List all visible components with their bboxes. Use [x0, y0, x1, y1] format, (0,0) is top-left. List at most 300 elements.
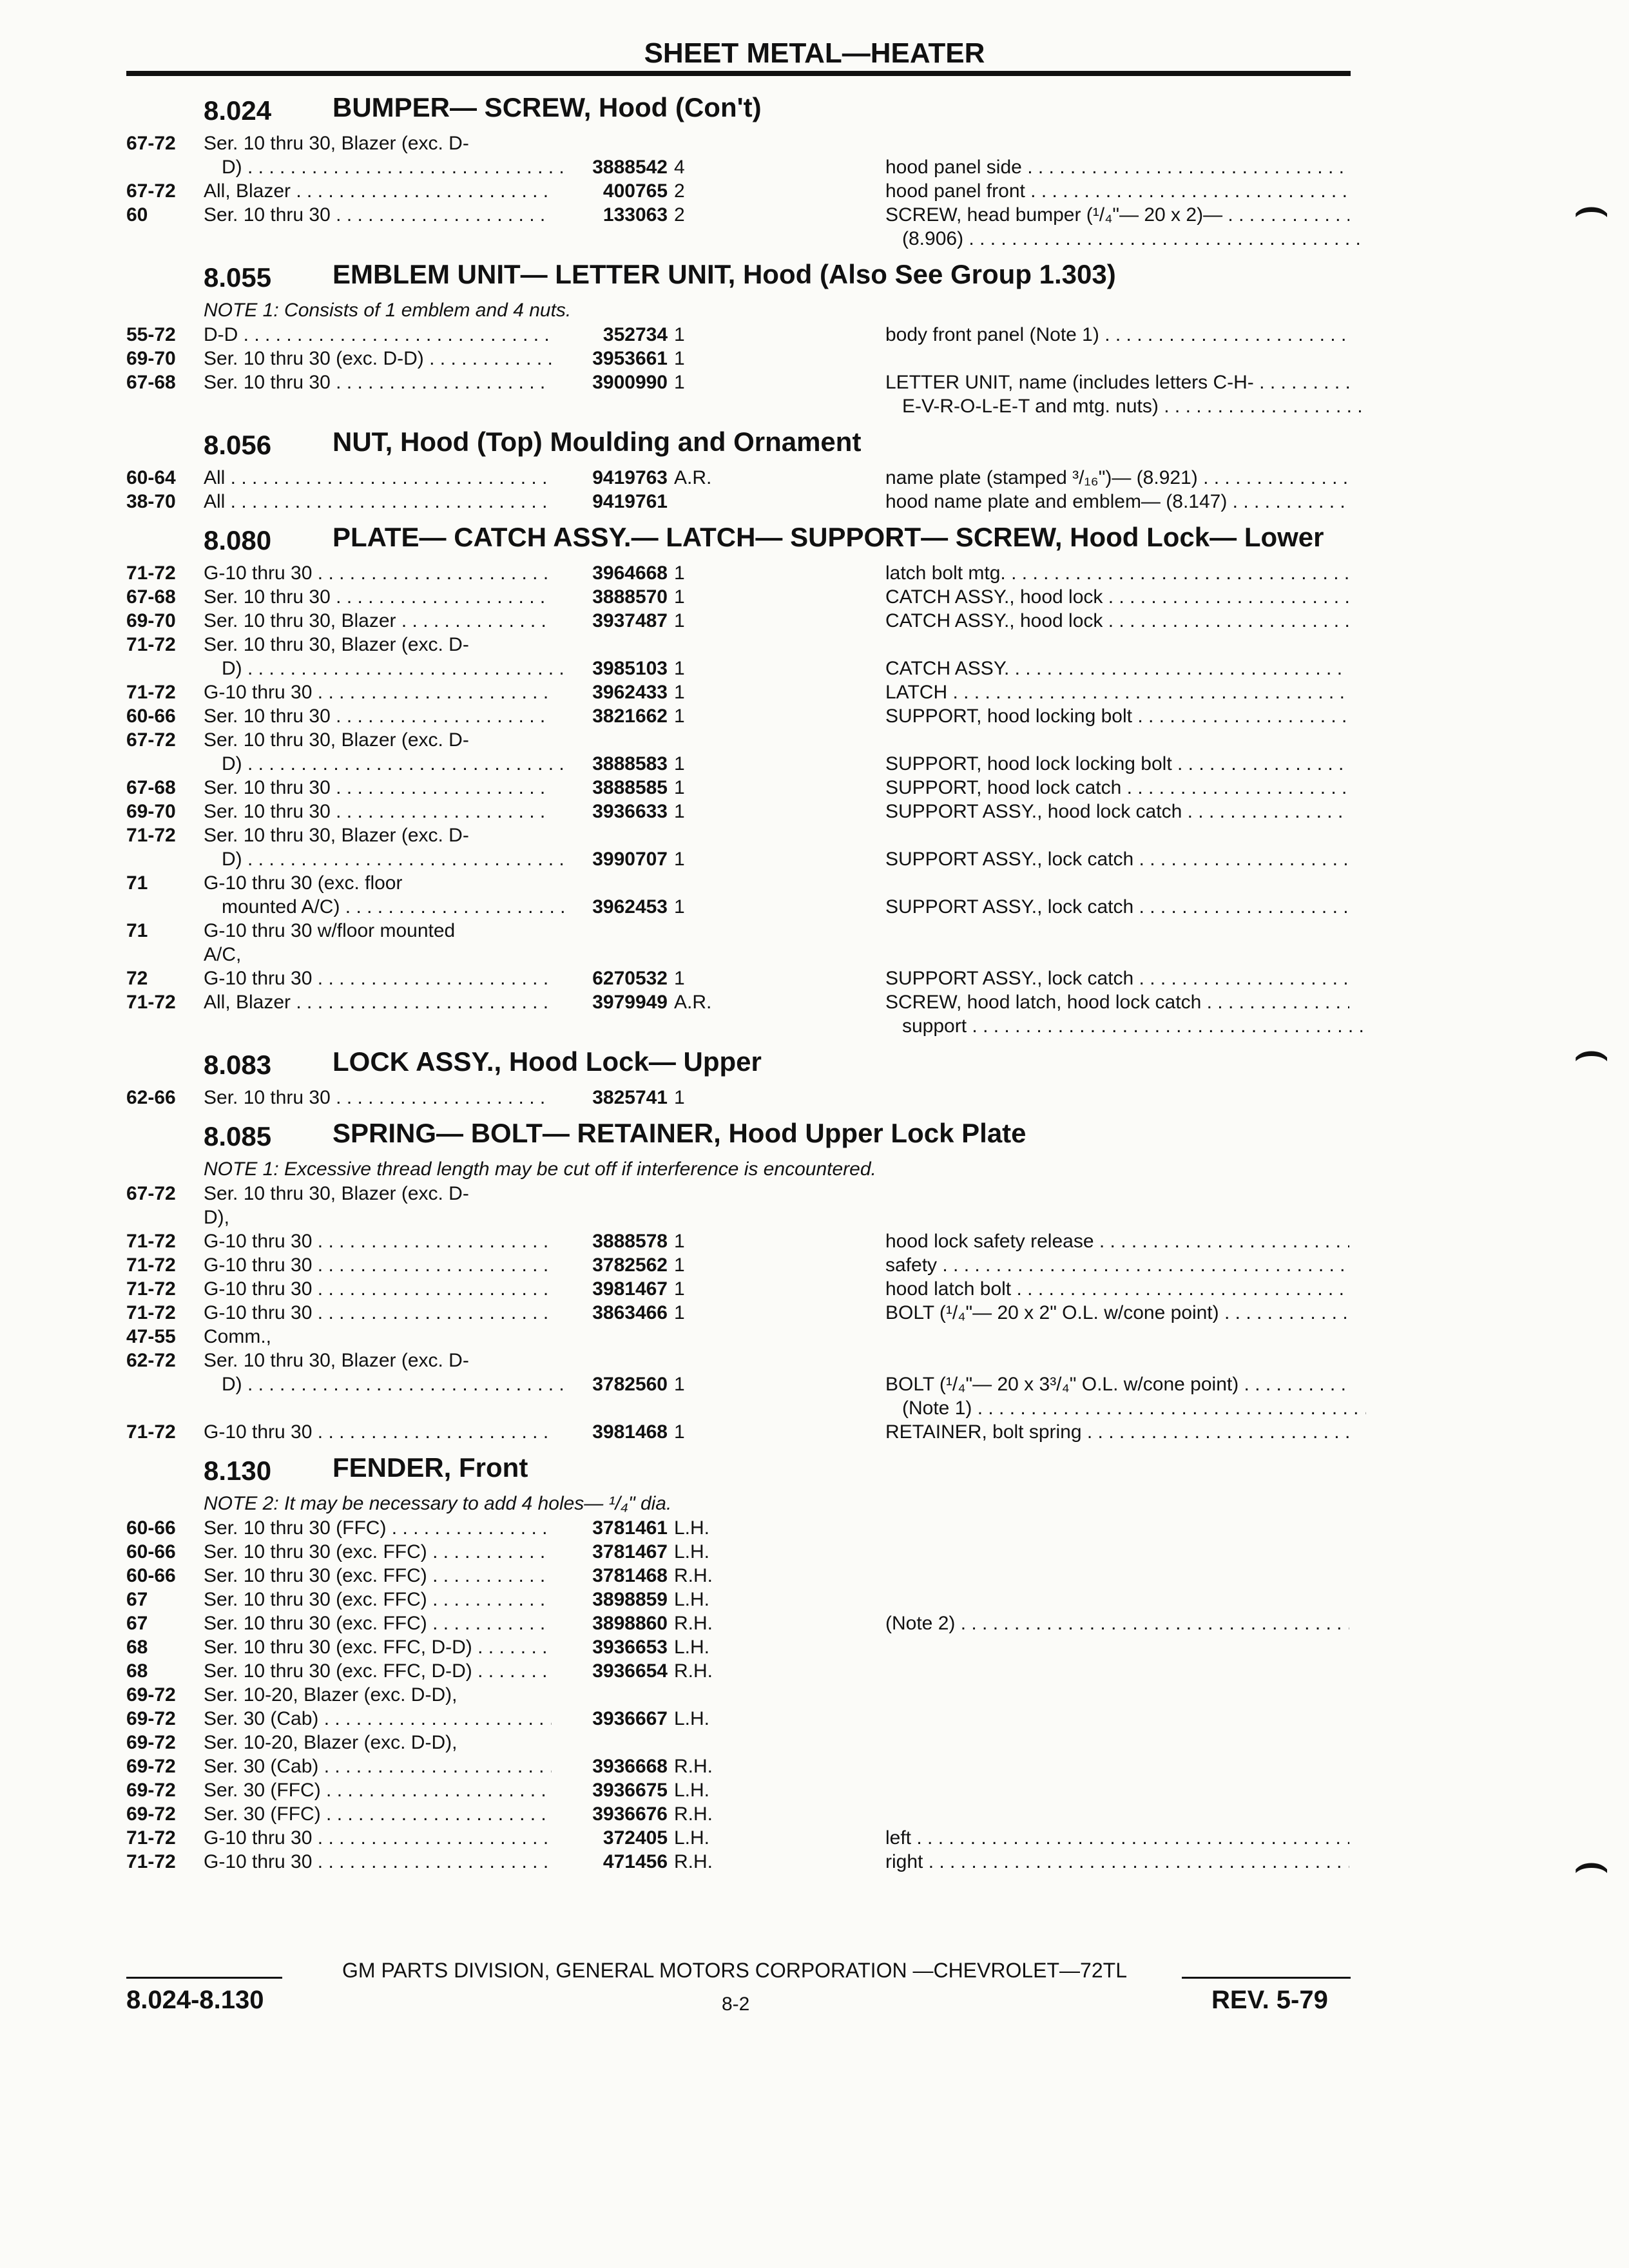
quantity: 1 [674, 1374, 685, 1395]
application-desc: Ser. 10 thru 30, Blazer (exc. D- [204, 729, 469, 751]
application-desc: All, Blazer . . . [204, 179, 552, 203]
parts-row [126, 1564, 1351, 1588]
parts-row [126, 919, 1351, 943]
parts-row [126, 657, 1351, 680]
application-desc: Ser. 30 (Cab) . . . [204, 1707, 552, 1731]
model-years: 67-72 [126, 133, 176, 154]
part-description: hood panel front . . . [885, 179, 1349, 203]
parts-row [126, 1683, 1351, 1707]
model-years: 69-72 [126, 1756, 176, 1777]
parts-row [126, 347, 1351, 370]
model-years: 60-66 [126, 1541, 176, 1562]
parts-row [126, 728, 1351, 752]
model-years: 69-72 [126, 1780, 176, 1801]
part-number: 133063 [602, 204, 668, 226]
model-years: 69-72 [126, 1684, 176, 1706]
quantity: 1 [674, 753, 685, 774]
part-description: CATCH ASSY., hood lock . . . [885, 585, 1349, 609]
part-number: 372405 [602, 1827, 668, 1849]
model-years: 60-66 [126, 1565, 176, 1586]
application-desc: All . . . [204, 490, 552, 514]
part-description: safety . . . [885, 1253, 1349, 1277]
application-desc: Ser. 10 thru 30 (exc. FFC, D-D) . . . [204, 1635, 552, 1659]
quantity: L.H. [674, 1708, 710, 1729]
part-description: hood latch bolt . . . [885, 1277, 1349, 1301]
quantity: 1 [674, 1087, 685, 1108]
model-years: 71-72 [126, 1278, 176, 1300]
application-desc: G-10 thru 30 . . . [204, 1826, 552, 1850]
quantity: 1 [674, 1302, 685, 1323]
parts-row [126, 561, 1351, 585]
application-desc: mounted A/C) . . . [222, 895, 570, 919]
model-years: 71-72 [126, 825, 176, 846]
quantity: 1 [674, 348, 685, 369]
section-number: 8.130 [204, 1456, 272, 1486]
application-desc: Ser. 10 thru 30 (exc. FFC) . . . [204, 1588, 552, 1611]
quantity: R.H. [674, 1565, 713, 1586]
part-description: SUPPORT ASSY., lock catch . . . [885, 847, 1349, 871]
parts-row [126, 609, 1351, 633]
quantity: R.H. [674, 1851, 713, 1872]
application-desc: All, Blazer . . . [204, 990, 552, 1014]
model-years: 71-72 [126, 1827, 176, 1849]
application-desc: D) . . . [222, 155, 570, 179]
model-years: 67-68 [126, 586, 176, 608]
part-number: 3821662 [592, 706, 668, 727]
part-description: body front panel (Note 1) . . . [885, 323, 1349, 347]
parts-row [126, 1372, 1351, 1396]
model-years: 60 [126, 204, 148, 226]
parts-row [126, 704, 1351, 728]
quantity: L.H. [674, 1541, 710, 1562]
part-number: 3888542 [592, 157, 668, 178]
quantity: 1 [674, 706, 685, 727]
parts-row [126, 1396, 1351, 1420]
section-8-055 [126, 257, 1351, 425]
application-desc: Ser. 10 thru 30 (exc. FFC) . . . [204, 1564, 552, 1588]
section-title: BUMPER— SCREW, Hood (Con't) [333, 92, 762, 122]
application-desc: D) . . . [222, 657, 570, 680]
application-desc: D) . . . [222, 847, 570, 871]
quantity: 1 [674, 801, 685, 822]
model-years: 47-55 [126, 1326, 176, 1347]
parts-row [126, 680, 1351, 704]
model-years: 71-72 [126, 1231, 176, 1252]
section-title: SPRING— BOLT— RETAINER, Hood Upper Lock Plate [333, 1118, 1027, 1148]
parts-row [126, 585, 1351, 609]
section-8-056 [126, 425, 1351, 520]
quantity: R.H. [674, 1660, 713, 1682]
part-number: 3936633 [592, 801, 668, 822]
section-8-083 [126, 1044, 1351, 1116]
section-heading [126, 257, 1351, 298]
part-number: 352734 [602, 324, 668, 345]
parts-row [126, 823, 1351, 847]
application-desc: G-10 thru 30 . . . [204, 1420, 552, 1444]
model-years: 67-72 [126, 729, 176, 751]
application-desc: Ser. 10 thru 30 . . . [204, 704, 552, 728]
parts-row [126, 1086, 1351, 1110]
parts-row [126, 1850, 1351, 1874]
part-description: right . . . [885, 1850, 1349, 1874]
model-years: 67-68 [126, 372, 176, 393]
parts-row [126, 490, 1351, 514]
application-desc: Ser. 10 thru 30, Blazer (exc. D- [204, 1350, 469, 1371]
page-title: SHEET METAL—HEATER [644, 37, 985, 69]
section-number: 8.056 [204, 430, 272, 460]
quantity: 1 [674, 586, 685, 608]
section-heading [126, 425, 1351, 466]
section-title: FENDER, Front [333, 1452, 528, 1483]
part-number: 3936675 [592, 1780, 668, 1801]
part-description: latch bolt mtg. . . . [885, 561, 1349, 585]
part-number: 3936654 [592, 1660, 668, 1682]
part-number: 3888578 [592, 1231, 668, 1252]
section-title: EMBLEM UNIT— LETTER UNIT, Hood (Also See Group 1.303) [333, 259, 1116, 289]
part-number: 3898860 [592, 1613, 668, 1634]
model-years: 71-72 [126, 1851, 176, 1872]
model-years: 67 [126, 1613, 148, 1634]
parts-row [126, 227, 1351, 251]
section-number: 8.024 [204, 95, 272, 126]
section-8-130 [126, 1450, 1351, 1880]
parts-row [126, 323, 1351, 347]
section-8-085 [126, 1116, 1351, 1450]
application-desc: Ser. 10 thru 30 . . . [204, 1086, 552, 1110]
part-number: 6270532 [592, 968, 668, 989]
model-years: 71 [126, 920, 148, 941]
application-desc: Ser. 10 thru 30, Blazer . . . [204, 609, 552, 633]
parts-row [126, 203, 1351, 227]
parts-row [126, 1325, 1351, 1349]
section-title: LOCK ASSY., Hood Lock— Upper [333, 1046, 762, 1077]
parts-row [126, 1516, 1351, 1540]
part-number: 3962433 [592, 682, 668, 703]
model-years: 69-72 [126, 1803, 176, 1825]
part-number: 3964668 [592, 562, 668, 584]
part-number: 3781461 [592, 1517, 668, 1539]
model-years: 60-66 [126, 1517, 176, 1539]
parts-row [126, 633, 1351, 657]
parts-row [126, 1659, 1351, 1683]
part-number: 3781467 [592, 1541, 668, 1562]
application-desc: Ser. 30 (Cab) . . . [204, 1754, 552, 1778]
quantity: L.H. [674, 1827, 710, 1849]
header-rule [126, 71, 1351, 76]
footer-revision: REV. 5-79 [1211, 1986, 1328, 2014]
section-note: NOTE 1: Excessive thread length may be cut off if interference is encountered. [204, 1158, 876, 1180]
model-years: 71-72 [126, 992, 176, 1013]
part-number: 3888583 [592, 753, 668, 774]
application-desc: Ser. 10 thru 30 (FFC) . . . [204, 1516, 552, 1540]
section-number: 8.080 [204, 525, 272, 555]
model-years: 60-64 [126, 467, 176, 488]
quantity: 4 [674, 157, 685, 178]
parts-row [126, 847, 1351, 871]
model-years: 71-72 [126, 1421, 176, 1443]
application-desc: G-10 thru 30 . . . [204, 1850, 552, 1874]
application-desc: All . . . [204, 466, 552, 490]
model-years: 71-72 [126, 682, 176, 703]
application-desc: G-10 thru 30 . . . [204, 561, 552, 585]
section-heading [126, 520, 1351, 561]
footer-section-range: 8.024-8.130 [126, 1986, 264, 2014]
footer-rule-left [126, 1977, 282, 1979]
parts-row [126, 1754, 1351, 1778]
model-years: 69-72 [126, 1708, 176, 1729]
part-description: SUPPORT ASSY., hood lock catch . . . [885, 800, 1349, 823]
quantity: 1 [674, 1231, 685, 1252]
parts-row [126, 990, 1351, 1014]
part-number: 3936667 [592, 1708, 668, 1729]
application-desc: Ser. 10 thru 30 (exc. FFC, D-D) . . . [204, 1659, 552, 1683]
part-number: 3953661 [592, 348, 668, 369]
part-number: 9419763 [592, 467, 668, 488]
part-number: 3990707 [592, 849, 668, 870]
model-years: 72 [126, 968, 148, 989]
parts-row [126, 131, 1351, 155]
quantity: R.H. [674, 1756, 713, 1777]
parts-row [126, 800, 1351, 823]
hole-punch-mark-2: ⌢ [1572, 1019, 1611, 1083]
application-desc: G-10 thru 30 w/floor mounted [204, 920, 456, 941]
quantity: 1 [674, 562, 685, 584]
application-desc: Ser. 30 (FFC) . . . [204, 1778, 552, 1802]
model-years: 69-70 [126, 348, 176, 369]
section-note: NOTE 1: Consists of 1 emblem and 4 nuts. [204, 300, 572, 321]
footer-page-number: 8-2 [722, 1994, 750, 2015]
parts-row [126, 1277, 1351, 1301]
section-number: 8.083 [204, 1050, 272, 1080]
parts-row [126, 1588, 1351, 1611]
application-desc: Ser. 10 thru 30 (exc. FFC) . . . [204, 1611, 552, 1635]
parts-row [126, 871, 1351, 895]
parts-row [126, 943, 1351, 966]
application-desc: Ser. 10-20, Blazer (exc. D-D), [204, 1732, 458, 1753]
parts-row [126, 1778, 1351, 1802]
part-number: 3936668 [592, 1756, 668, 1777]
parts-row [126, 1707, 1351, 1731]
parts-row [126, 1349, 1351, 1372]
quantity: 1 [674, 968, 685, 989]
part-description: (Note 1) . . . [902, 1396, 1366, 1420]
parts-row [126, 1826, 1351, 1850]
parts-row [126, 895, 1351, 919]
parts-row [126, 966, 1351, 990]
application-desc: Ser. 10-20, Blazer (exc. D-D), [204, 1684, 458, 1706]
model-years: 67-68 [126, 777, 176, 798]
application-desc: D-D . . . [204, 323, 552, 347]
parts-row [126, 1635, 1351, 1659]
parts-row [126, 1420, 1351, 1444]
part-description: (8.906) . . . [902, 227, 1366, 251]
quantity: A.R. [674, 467, 712, 488]
parts-row [126, 752, 1351, 776]
part-description: SCREW, head bumper (¹/₄"— 20 x 2)— . . . [885, 203, 1349, 227]
parts-row [126, 1014, 1351, 1038]
quantity: 1 [674, 896, 685, 918]
quantity: L.H. [674, 1589, 710, 1610]
application-desc: Comm., [204, 1326, 271, 1347]
parts-row [126, 1802, 1351, 1826]
section-number: 8.055 [204, 262, 272, 293]
section-note: NOTE 2: It may be necessary to add 4 holes— ¹/₄" dia. [204, 1493, 672, 1514]
application-desc: G-10 thru 30 . . . [204, 680, 552, 704]
part-number: 3863466 [592, 1302, 668, 1323]
application-desc: G-10 thru 30 . . . [204, 1277, 552, 1301]
parts-row [126, 776, 1351, 800]
part-number: 3981467 [592, 1278, 668, 1300]
application-desc: D) . . . [222, 1372, 570, 1396]
section-8-080 [126, 520, 1351, 1044]
application-desc: Ser. 10 thru 30 (exc. FFC) . . . [204, 1540, 552, 1564]
parts-row [126, 155, 1351, 179]
model-years: 38-70 [126, 491, 176, 512]
model-years: 69-70 [126, 801, 176, 822]
parts-row [126, 370, 1351, 394]
quantity: R.H. [674, 1803, 713, 1825]
application-desc: A/C, [204, 944, 242, 965]
part-number: 3962453 [592, 896, 668, 918]
application-desc: Ser. 10 thru 30, Blazer (exc. D- [204, 1183, 469, 1204]
part-number: 3888570 [592, 586, 668, 608]
part-number: 9419761 [592, 491, 668, 512]
part-description: E-V-R-O-L-E-T and mtg. nuts) . . . [902, 394, 1366, 418]
part-description: CATCH ASSY., hood lock . . . [885, 609, 1349, 633]
section-heading [126, 1044, 1351, 1086]
parts-row [126, 466, 1351, 490]
quantity: 1 [674, 610, 685, 631]
parts-row [126, 394, 1351, 418]
application-desc: Ser. 10 thru 30, Blazer (exc. D- [204, 634, 469, 655]
part-description: CATCH ASSY. . . . [885, 657, 1349, 680]
model-years: 68 [126, 1660, 148, 1682]
model-years: 69-72 [126, 1732, 176, 1753]
model-years: 62-66 [126, 1087, 176, 1108]
application-desc: Ser. 10 thru 30, Blazer (exc. D- [204, 133, 469, 154]
section-heading [126, 90, 1351, 131]
part-description: (Note 2) . . . [885, 1611, 1349, 1635]
quantity: 1 [674, 1254, 685, 1276]
part-number: 471456 [602, 1851, 668, 1872]
part-number: 3937487 [592, 610, 668, 631]
section-8-024 [126, 90, 1351, 257]
model-years: 68 [126, 1637, 148, 1658]
part-number: 3898859 [592, 1589, 668, 1610]
quantity: L.H. [674, 1780, 710, 1801]
part-description: BOLT (¹/₄"— 20 x 3³/₄" O.L. w/cone point) . . . [885, 1372, 1349, 1396]
model-years: 71-72 [126, 562, 176, 584]
application-desc: D), [204, 1207, 229, 1228]
quantity: 1 [674, 372, 685, 393]
model-years: 71-72 [126, 1302, 176, 1323]
part-number: 3782562 [592, 1254, 668, 1276]
quantity: 1 [674, 1278, 685, 1300]
quantity: 1 [674, 682, 685, 703]
application-desc: Ser. 10 thru 30, Blazer (exc. D- [204, 825, 469, 846]
application-desc: G-10 thru 30 (exc. floor [204, 872, 403, 894]
quantity: L.H. [674, 1637, 710, 1658]
part-number: 3985103 [592, 658, 668, 679]
section-title: NUT, Hood (Top) Moulding and Ornament [333, 427, 862, 457]
quantity: A.R. [674, 992, 712, 1013]
part-description: hood name plate and emblem— (8.147) . . . [885, 490, 1349, 514]
quantity: L.H. [674, 1517, 710, 1539]
application-desc: G-10 thru 30 . . . [204, 1229, 552, 1253]
quantity: R.H. [674, 1613, 713, 1634]
model-years: 71-72 [126, 634, 176, 655]
model-years: 60-66 [126, 706, 176, 727]
application-desc: Ser. 10 thru 30 . . . [204, 776, 552, 800]
parts-row [126, 1253, 1351, 1277]
parts-row [126, 1229, 1351, 1253]
model-years: 67 [126, 1589, 148, 1610]
application-desc: D) . . . [222, 752, 570, 776]
parts-row [126, 1182, 1351, 1206]
quantity: 1 [674, 849, 685, 870]
model-years: 67-72 [126, 1183, 176, 1204]
section-title: PLATE— CATCH ASSY.— LATCH— SUPPORT— SCREW, Hood Lock— Lower [333, 522, 1324, 552]
part-number: 3900990 [592, 372, 668, 393]
section-heading [126, 1116, 1351, 1157]
quantity: 2 [674, 180, 685, 202]
part-description: SUPPORT ASSY., lock catch . . . [885, 966, 1349, 990]
part-description: SUPPORT, hood locking bolt . . . [885, 704, 1349, 728]
hole-punch-mark-1: ⌢ [1572, 175, 1611, 239]
part-description: left . . . [885, 1826, 1349, 1850]
section-heading [126, 1450, 1351, 1492]
part-number: 3979949 [592, 992, 668, 1013]
application-desc: Ser. 10 thru 30 . . . [204, 800, 552, 823]
quantity: 2 [674, 204, 685, 226]
parts-row [126, 1540, 1351, 1564]
part-description: RETAINER, bolt spring . . . [885, 1420, 1349, 1444]
model-years: 62-72 [126, 1350, 176, 1371]
part-description: support . . . [902, 1014, 1366, 1038]
quantity: 1 [674, 658, 685, 679]
part-description: SUPPORT ASSY., lock catch . . . [885, 895, 1349, 919]
parts-row [126, 1611, 1351, 1635]
part-number: 3782560 [592, 1374, 668, 1395]
footer-rule-right [1182, 1977, 1351, 1979]
application-desc: G-10 thru 30 . . . [204, 1253, 552, 1277]
part-number: 3825741 [592, 1087, 668, 1108]
part-number: 3936676 [592, 1803, 668, 1825]
parts-listing [126, 90, 1351, 1880]
application-desc: Ser. 10 thru 30 . . . [204, 203, 552, 227]
application-desc: G-10 thru 30 . . . [204, 1301, 552, 1325]
parts-row [126, 1731, 1351, 1754]
part-description: name plate (stamped ³/₁₆")— (8.921) . . . [885, 466, 1349, 490]
part-description: LATCH . . . [885, 680, 1349, 704]
part-number: 3781468 [592, 1565, 668, 1586]
model-years: 71 [126, 872, 148, 894]
model-years: 71-72 [126, 1254, 176, 1276]
parts-row [126, 1206, 1351, 1229]
quantity: 1 [674, 777, 685, 798]
model-years: 67-72 [126, 180, 176, 202]
part-description: SUPPORT, hood lock catch . . . [885, 776, 1349, 800]
footer-publisher: GM PARTS DIVISION, GENERAL MOTORS CORPORATION —CHEVROLET—72TL [342, 1959, 1127, 1982]
application-desc: Ser. 10 thru 30 (exc. D-D) . . . [204, 347, 552, 370]
application-desc: G-10 thru 30 . . . [204, 966, 552, 990]
part-number: 3981468 [592, 1421, 668, 1443]
part-description: hood panel side . . . [885, 155, 1349, 179]
part-number: 3936653 [592, 1637, 668, 1658]
quantity: 1 [674, 1421, 685, 1443]
hole-punch-mark-3: ⌢ [1572, 1831, 1611, 1895]
parts-row [126, 179, 1351, 203]
